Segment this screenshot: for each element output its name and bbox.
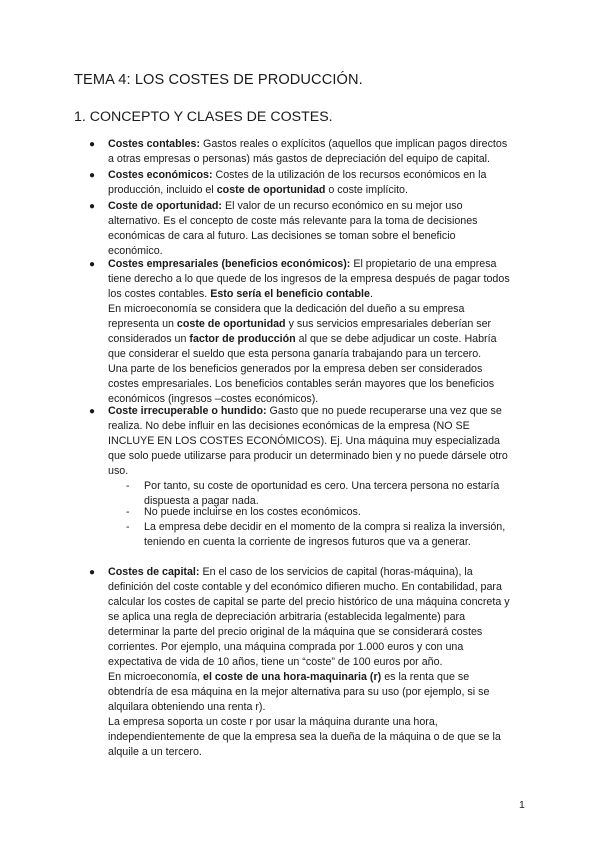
list-item-costes-contables: ● Costes contables: Gastos reales o explícitos (aquellos que implican pagos directos a otras empresas o personas) más gastos de depreciación del equipo de capital.: [89, 138, 508, 165]
bullet-icon: ●: [89, 259, 96, 270]
sub-item-no-incluirse: - No puede incluirse en los costes económicos.: [126, 506, 361, 518]
list-item-coste-oportunidad: ● Coste de oportunidad: El valor de un recurso económico en su mejor uso alternativo. Es el concepto de coste más relevante para la toma de decisiones económicas de cara al futuro. Las decisiones se toman sobre el beneficio económico.: [89, 200, 478, 257]
section-heading: 1. CONCEPTO Y CLASES DE COSTES.: [74, 109, 333, 125]
sub-item-oportunidad-cero: - Por tanto, su coste de oportunidad es cero. Una tercera persona no estaría dispuesta a pagar nada.: [126, 480, 500, 507]
dash-bullet-icon: -: [126, 480, 130, 492]
document-title: TEMA 4: LOS COSTES DE PRODUCCIÓN.: [74, 72, 363, 88]
list-item-coste-irrecuperable: ● Coste irrecuperable o hundido: Gasto que no puede recuperarse una vez que se realiza. No debe influir en las decisiones económicas de la empresa (NO SE INCLUYE EN LOS COSTES ECONÓMICOS). Ej. Una máquina muy especializada que solo puede utilizarse para producir un determinado bien y no puede dársele otro uso.: [89, 405, 508, 477]
sub-item-decision-compra: - La empresa debe decidir en el momento de la compra si realiza la inversión, teniendo en cuenta la corriente de ingresos futuros que va a generar.: [126, 521, 506, 548]
bullet-icon: ●: [89, 170, 96, 181]
bullet-icon: ●: [89, 139, 96, 150]
bullet-icon: ●: [89, 406, 96, 417]
term-label: Coste de oportunidad:: [108, 200, 222, 212]
list-item-costes-capital: ● Costes de capital: En el caso de los servicios de capital (horas-máquina), la definición del coste contable y del económico difieren mucho. En contabilidad, para calcular los costes de capital se parte del precio histórico de una máquina concreta y se aplica una regla de depreciación arbitraria (establecida legalmente) para determinar la parte del precio original de la máquina que se considerará costes corrientes. Por ejemplo, una máquina comprada por 1.000 euros y con una expectativa de vida de 10 años, tiene un “coste” de 100 euros por año. En microeconomía, el coste de una hora-maquinaria (r) es la renta que se obtendría de esa máquina en la mejor alternativa para su uso (por ejemplo, si se alquilara obteniendo una renta r). La empresa soporta un coste r por usar la máquina durante una hora, independientemente de que la empresa sea la dueña de la máquina o de que se la alquile a un tercero.: [89, 566, 510, 758]
page-number: 1: [519, 799, 525, 811]
term-label: Coste irrecuperable o hundido:: [108, 405, 267, 417]
dash-bullet-icon: -: [126, 506, 130, 518]
term-label: Costes contables:: [108, 138, 201, 150]
term-label: Costes empresariales (beneficios económicos):: [108, 258, 351, 270]
list-item-costes-economicos: ● Costes económicos: Costes de la utilización de los recursos económicos en la producción, incluido el coste de oportunidad o coste implícito.: [89, 169, 487, 196]
bullet-icon: ●: [89, 201, 96, 212]
term-label: Costes de capital:: [108, 566, 200, 578]
bullet-icon: ●: [89, 567, 96, 578]
dash-bullet-icon: -: [126, 521, 130, 533]
term-label: Costes económicos:: [108, 169, 213, 181]
list-item-costes-empresariales: ● Costes empresariales (beneficios económicos): El propietario de una empresa tiene derecho a lo que quede de los ingresos de la empresa después de pagar todos los costes contables. Esto sería el beneficio contable. En microeconomía se considera que la dedicación del dueño a su empresa representa un coste de oportunidad y sus servicios empresariales deberían ser considerados un factor de producción al que se debe adjudicar un coste. Habría que considerar el sueldo que esta persona ganaría trabajando para un tercero. Una parte de los beneficios generados por la empresa deben ser considerados costes empresariales. Los beneficios contables serán mayores que los beneficios económicos (ingresos –costes económicos).: [89, 258, 510, 405]
